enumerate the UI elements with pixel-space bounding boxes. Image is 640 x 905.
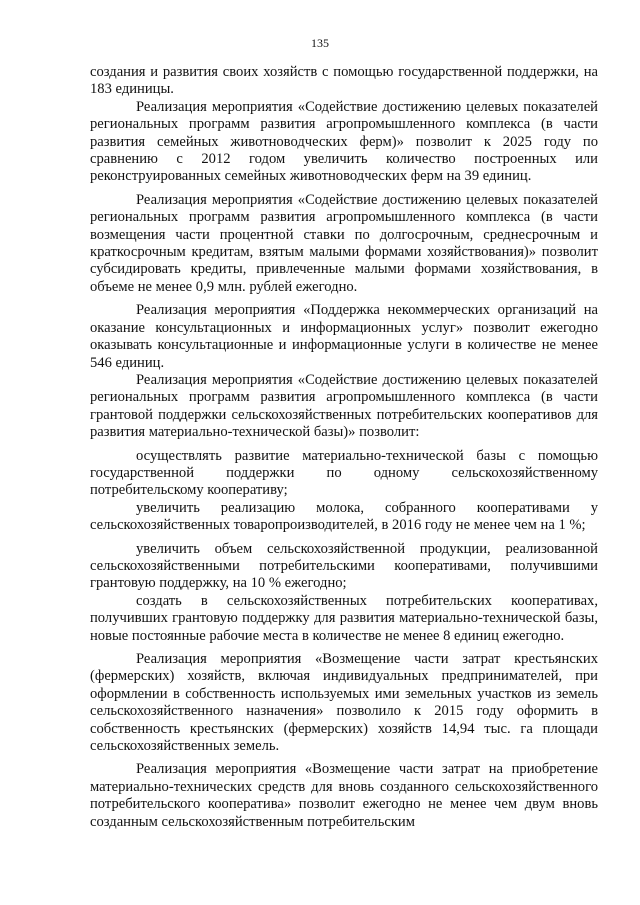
page-number: 135 xyxy=(311,36,329,50)
paragraph: Реализация мероприятия «Поддержка некоммерческих организаций на оказание консультационных и информационных услуг» позволит ежегодно оказывать консультационные и информационные услуги в количестве не менее 546 единиц. xyxy=(90,302,598,371)
document-body xyxy=(90,64,598,831)
paragraph: увеличить объем сельскохозяйственной продукции, реализованной сельскохозяйственными потребительскими кооперативами, получившими грантовую поддержку, на 10 % ежегодно; xyxy=(90,540,598,592)
paragraph: создать в сельскохозяйственных потребительских кооперативах, получивших грантовую поддержку для развития материально-технической базы, новые постоянные рабочие места в количестве не менее 8 единиц ежегодно. xyxy=(90,592,598,644)
paragraph: создания и развития своих хозяйств с помощью государственной поддержки, на 183 единицы. xyxy=(90,64,598,98)
paragraph: Реализация мероприятия «Содействие достижению целевых показателей региональных программ развития агропромышленного комплекса (в части развития семейных животноводческих ферм)» позволит к 2025 году по сравнению с 2012 годом увеличить количество построенных или реконструированных семейных животноводческих ферм на 39 единиц. xyxy=(90,98,598,185)
paragraph: увеличить реализацию молока, собранного кооперативами у сельскохозяйственных товаропроизводителей, в 2016 году не менее чем на 1 %; xyxy=(90,499,598,534)
paragraph: Реализация мероприятия «Содействие достижению целевых показателей региональных программ развития агропромышленного комплекса (в части грантовой поддержки сельскохозяйственных потребительских кооперативов для развития материально-технической базы)» позволит: xyxy=(90,371,598,441)
paragraph: Реализация мероприятия «Возмещение части затрат на приобретение материально-технических средств для вновь созданного сельскохозяйственного потребительского кооператива» позволит ежегодно не менее чем двум вновь созданным сельскохозяйственным потребительским xyxy=(90,761,598,830)
paragraph: Реализация мероприятия «Возмещение части затрат крестьянских (фермерских) хозяйств, включая индивидуальных предпринимателей, при оформлении в собственность используемых ими земельных участков из земель сельскохозяйственного назначения» позволило к 2015 году оформить в собственность крестьянских (фермерских) хозяйств 14,94 тыс. га площади сельскохозяйственных земель. xyxy=(90,651,598,755)
paragraph: Реализация мероприятия «Содействие достижению целевых показателей региональных программ развития агропромышленного комплекса (в части возмещения части процентной ставки по долгосрочным, среднесрочным и краткосрочным кредитам, взятым малыми формами хозяйствования)» позволит субсидировать кредиты, привлеченные малыми формами хозяйствования, в объеме не менее 0,9 млн. рублей ежегодно. xyxy=(90,191,598,295)
paragraph: осуществлять развитие материально-технической базы с помощью государственной поддержки по одному сельскохозяйственному потребительскому кооперативу; xyxy=(90,447,598,499)
